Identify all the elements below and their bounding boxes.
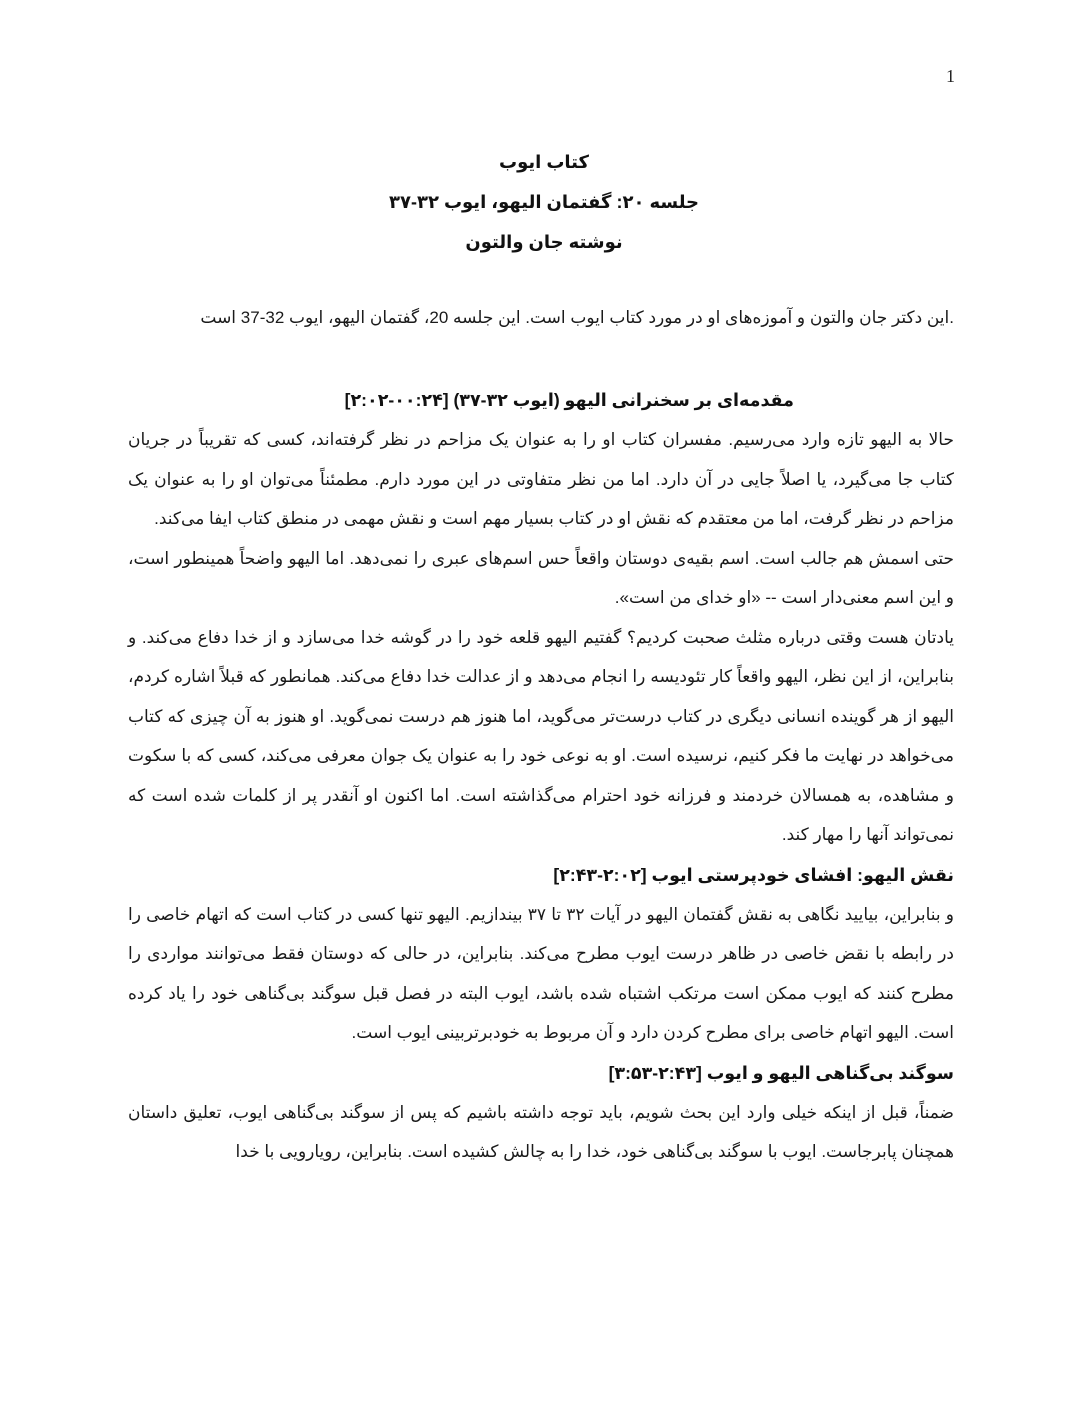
paragraph: حالا به الیهو تازه وارد می‌رسیم. مفسران کتاب او را به عنوان یک مزاحم در نظر گرفته‌اند، کسی که تقریباً در جریان کتاب جا می‌گیرد، یا اصلاً جایی در آن دارد. اما من نظر متفاوتی در این مورد دارم. مطمئناً می‌توان او را به عنوان یک مزاحم در نظر گرفت، اما من معتقدم که نقش او در کتاب بسیار مهم است و نقش مهمی در منطق کتاب ایفا می‌کند. [128,430,954,528]
section-heading-oath-of-innocence: سوگند بی‌گناهی الیهو و ایوب [۲:۴۳-۳:۵۳] [608,1062,954,1083]
document-body [128,380,954,1172]
page-number: 1 [946,66,955,86]
book-title: کتاب ایوب [499,152,589,172]
title-block [0,142,1088,262]
session-title: جلسه ۲۰: گفتمان الیهو، ایوب ۳۲-۳۷ [388,192,700,212]
paragraph: ضمناً، قبل از اینکه خیلی وارد این بحث شویم، باید توجه داشته باشیم که پس از سوگند بی‌گناهی ایوب، تعلیق داستان همچنان پابرجاست. ایوب با سوگند بی‌گناهی خود، خدا را به چالش کشیده است. بنابراین، رویارویی با خدا [128,1102,954,1161]
paragraph: یادتان هست وقتی درباره مثلث صحبت کردیم؟ گفتیم الیهو قلعه خود را در گوشه خدا می‌سازد و از خدا دفاع می‌کند. و بنابراین، از این نظر، الیهو واقعاً کار تئودیسه را انجام می‌دهد و از عدالت خدا دفاع می‌کند. همانطور که قبلاً اشاره کردم، الیهو از هر گوینده انسانی دیگری در کتاب درست‌تر می‌گوید، اما هنوز هم درست نمی‌گوید. او هنوز به آن چیزی که کتاب می‌خواهد در نهایت ما فکر کنیم، نرسیده است. او به نوعی خود را به عنوان یک جوان معرفی می‌کند، کسی که با سکوت و مشاهده، به همسالان خردمند و فرزانه خود احترام می‌گذاشته است. اما اکنون او آنقدر پر از کلمات شده است که نمی‌تواند آنها را مهار کند. [128,627,954,844]
section-heading-intro-elihu: مقدمه‌ای بر سخنرانی الیهو (ایوب ۳۲-۳۷) [۰۰:۲۴-۲:۰۲] [344,390,794,410]
section-heading-elihu-role: نقش الیهو: افشای خودپرستی ایوب [۲:۰۲-۲:۴۳] [553,864,954,885]
paragraph: و بنابراین، بیایید نگاهی به نقش گفتمان الیهو در آیات ۳۲ تا ۳۷ بیندازیم. الیهو تنها کسی در کتاب است که اتهام خاصی را در رابطه با نقض خاصی در ظاهر درست ایوب مطرح می‌کند. بنابراین، در حالی که دوستان فقط می‌توانند مواردی را مطرح کنند که ایوب ممکن است مرتکب اشتباه شده باشد، ایوب البته در فصل قبل سوگند بی‌گناهی خود را یاد کرده است. الیهو اتهام خاصی برای مطرح کردن دارد و آن مربوط به خودبرتربینی ایوب است. [128,904,955,1042]
intro-text: .این دکتر جان والتون و آموزه‌های او در مورد کتاب ایوب است. این جلسه 20، گفتمان الیهو، ایوب 32-37 است [200,308,954,327]
paragraph: حتی اسمش هم جالب است. اسم بقیه‌ی دوستان واقعاً حس اسم‌های عبری را نمی‌دهد. اما الیهو واضحاً همینطور است، و این اسم معنی‌دار است -- «او خدای من است». [128,548,954,607]
intro-paragraph [128,298,954,338]
author-line: نوشته جان والتون [465,232,623,252]
